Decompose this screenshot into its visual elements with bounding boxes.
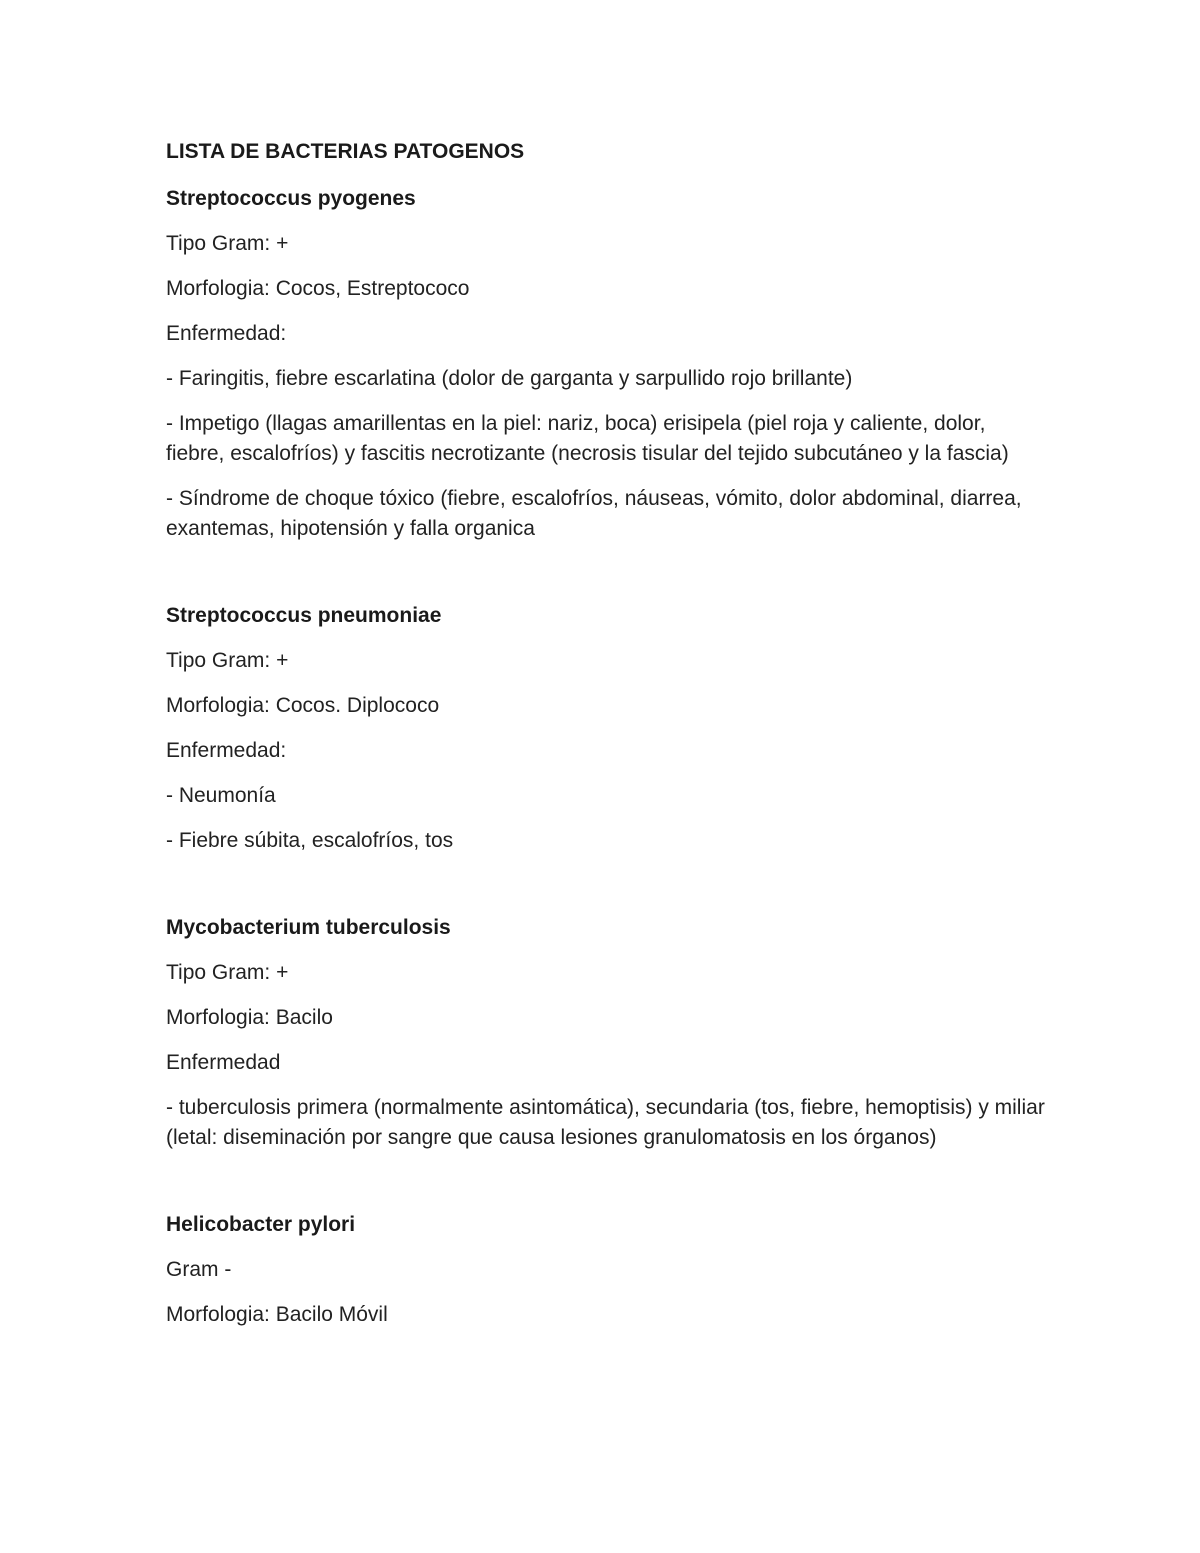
gram-type: Tipo Gram: + <box>166 961 289 984</box>
section-heading: Streptococcus pneumoniae <box>166 604 442 627</box>
morphology: Morfologia: Bacilo Móvil <box>166 1303 388 1326</box>
morphology: Morfologia: Cocos. Diplococo <box>166 694 440 717</box>
disease-item: - tuberculosis primera (normalmente asintomática), secundaria (tos, fiebre, hemoptisis) y miliar (letal: diseminación por sangre que causa lesiones granulomatosis en los órganos) <box>166 1096 1045 1149</box>
gram-type: Tipo Gram: + <box>166 232 289 255</box>
section-mycobacterium-tuberculosis <box>166 914 1046 1153</box>
disease-label: Enfermedad <box>166 1051 281 1074</box>
section-helicobacter-pylori <box>166 1211 1046 1330</box>
section-heading: Streptococcus pyogenes <box>166 187 416 210</box>
document-page <box>166 138 1046 1345</box>
section-streptococcus-pneumoniae <box>166 602 1046 856</box>
disease-item: - Impetigo (llagas amarillentas en la piel: nariz, boca) erisipela (piel roja y caliente, dolor, fiebre, escalofríos) y fascitis necrotizante (necrosis tisular del tejido subcutáneo y la fascia) <box>166 412 1009 465</box>
disease-label: Enfermedad: <box>166 739 287 762</box>
disease-label: Enfermedad: <box>166 322 287 345</box>
gram-type: Tipo Gram: + <box>166 649 289 672</box>
morphology: Morfologia: Bacilo <box>166 1006 333 1029</box>
section-heading: Helicobacter pylori <box>166 1213 356 1236</box>
document-title: LISTA DE BACTERIAS PATOGENOS <box>166 140 525 163</box>
morphology: Morfologia: Cocos, Estreptococo <box>166 277 470 300</box>
disease-item: - Fiebre súbita, escalofríos, tos <box>166 829 454 852</box>
gram-type: Gram - <box>166 1258 232 1281</box>
disease-item: - Faringitis, fiebre escarlatina (dolor de garganta y sarpullido rojo brillante) <box>166 367 853 390</box>
section-streptococcus-pyogenes <box>166 185 1046 544</box>
section-heading: Mycobacterium tuberculosis <box>166 916 451 939</box>
disease-item: - Neumonía <box>166 784 276 807</box>
disease-item: - Síndrome de choque tóxico (fiebre, escalofríos, náuseas, vómito, dolor abdominal, diarrea, exantemas, hipotensión y falla organica <box>166 487 1022 540</box>
